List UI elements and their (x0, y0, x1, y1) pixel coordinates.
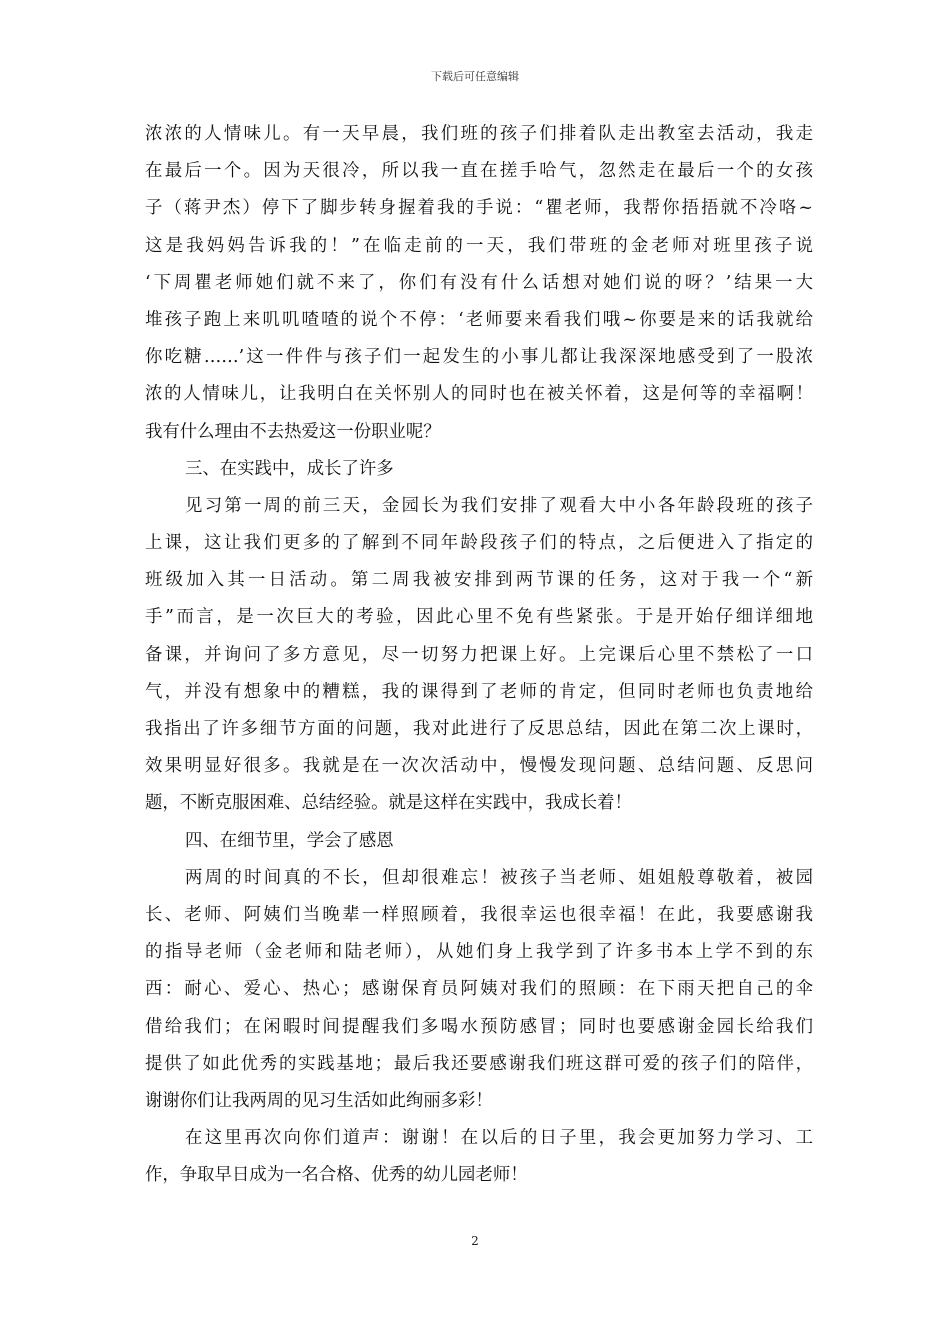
text-line: 气，并没有想象中的糟糕，我的课得到了老师的肯定，但同时老师也负责地给 (145, 681, 813, 702)
text-line: 提供了如此优秀的实践基地；最后我还要感谢我们班这群可爱的孩子们的陪伴， (145, 1053, 813, 1074)
text-line: 题，不断克服困难、总结经验。就是这样在实践中，我成长着！ (145, 793, 632, 814)
text-line: 西：耐心、爱心、热心；感谢保育员阿姨对我们的照顾：在下雨天把自己的伞 (145, 979, 813, 1000)
section-heading: 三、在实践中，成长了许多 (185, 458, 394, 479)
text-line: 长、老师、阿姨们当晚辈一样照顾着，我很幸运也很幸福！在此，我要感谢我 (145, 904, 813, 925)
text-line: 堆孩子跑上来叽叽喳喳的说个不停：‘老师要来看我们哦~你要是来的话我就给 (145, 309, 813, 330)
text-line: 备课，并询问了多方意见，尽一切努力把课上好。上完课后心里不禁松了一口 (145, 644, 813, 665)
paragraph (145, 860, 813, 1120)
text-line: 这是我妈妈告诉我的！”在临走前的一天，我们带班的金老师对班里孩子说 (145, 235, 813, 256)
document-body (145, 116, 813, 1194)
text-line: 在这里再次向你们道声：谢谢！在以后的日子里，我会更加努力学习、工 (185, 1128, 813, 1149)
text-line: 浓的人情味儿，让我明白在关怀别人的同时也在被关怀着，这是何等的幸福啊！ (145, 384, 813, 405)
paragraph (145, 488, 813, 823)
text-line: 我有什么理由不去热爱这一份职业呢？ (145, 421, 441, 442)
text-line: 子（蒋尹杰）停下了脚步转身握着我的手说：“瞿老师，我帮你捂捂就不冷咯~ (145, 198, 813, 219)
text-line: 的指导老师（金老师和陆老师），从她们身上我学到了许多书本上学不到的东 (145, 942, 813, 963)
paragraph (145, 1120, 813, 1194)
text-line: 浓浓的人情味儿。有一天早晨，我们班的孩子们排着队走出教室去活动，我走 (145, 124, 813, 144)
text-line: 作，争取早日成为一名合格、优秀的幼儿园老师！ (145, 1165, 528, 1186)
text-line: 两周的时间真的不长，但却很难忘！被孩子当老师、姐姐般尊敬着，被园 (185, 867, 813, 888)
page-header: 下载后可任意编辑 (431, 70, 519, 83)
paragraph (145, 116, 813, 451)
text-line: 在最后一个。因为天很冷，所以我一直在搓手哈气，忽然走在最后一个的女孩 (145, 161, 813, 182)
text-line: 见习第一周的前三天，金园长为我们安排了观看大中小各年龄段班的孩子 (185, 495, 813, 516)
text-line: 借给我们；在闲暇时间提醒我们多喝水预防感冒；同时也要感谢金园长给我们 (145, 1016, 813, 1037)
text-line: 我指出了许多细节方面的问题，我对此进行了反思总结，因此在第二次上课时， (145, 719, 813, 739)
text-line: ‘下周瞿老师她们就不来了，你们有没有什么话想对她们说的呀？’结果一大 (145, 272, 813, 293)
page-number: 2 (471, 1234, 479, 1248)
text-line: 手”而言，是一次巨大的考验，因此心里不免有些紧张。于是开始仔细详细地 (145, 607, 813, 628)
text-line: 班级加入其一日活动。第二周我被安排到两节课的任务，这对于我一个“新 (145, 570, 813, 591)
text-line: 谢谢你们让我两周的见习生活如此绚丽多彩！ (145, 1090, 493, 1111)
text-line: 你吃糖……’这一件件与孩子们一起发生的小事儿都让我深深地感受到了一股浓 (145, 347, 813, 368)
section-heading: 四、在细节里，学会了感恩 (185, 830, 394, 851)
text-line: 上课，这让我们更多的了解到不同年龄段孩子们的特点，之后便进入了指定的 (145, 533, 813, 554)
text-line: 效果明显好很多。我就是在一次次活动中，慢慢发现问题、总结问题、反思问 (145, 756, 813, 777)
